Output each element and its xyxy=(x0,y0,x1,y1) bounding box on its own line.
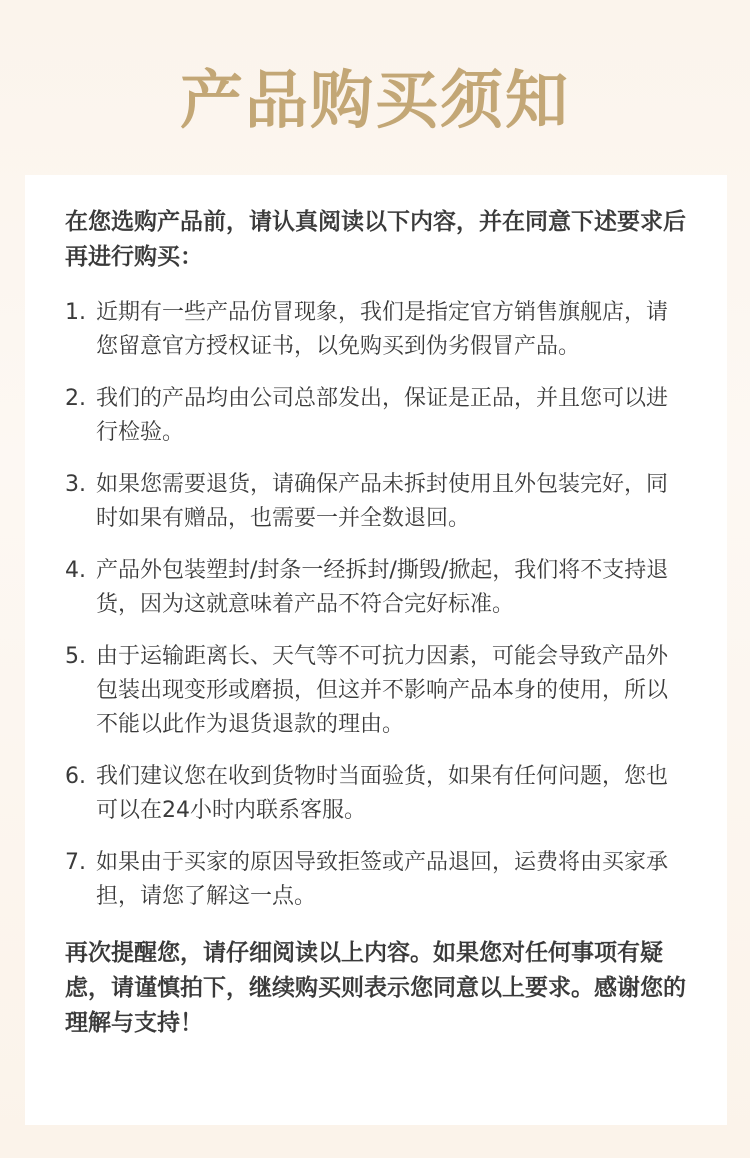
list-item-3 xyxy=(65,468,689,536)
list-item-text: 我们建议您在收到货物时当面验货，如果有任何问题，您也可以在24小时内联系客服。 xyxy=(96,764,669,823)
list-item-text: 我们的产品均由公司总部发出，保证是正品，并且您可以进行检验。 xyxy=(96,386,669,445)
list-item-number: 3. xyxy=(65,472,86,497)
page-title: 产品购买须知 xyxy=(180,64,570,137)
intro-text: 在您选购产品前，请认真阅读以下内容，并在同意下述要求后再进行购买： xyxy=(65,209,686,270)
notice-card xyxy=(25,175,727,1125)
list-item-number: 2. xyxy=(65,386,86,411)
list-item-7 xyxy=(65,846,689,914)
list-item-text: 如果由于买家的原因导致拒签或产品退回，运费将由买家承担，请您了解这一点。 xyxy=(96,850,669,909)
list-item-text: 由于运输距离长、天气等不可抗力因素，可能会导致产品外包装出现变形或磨损，但这并不影响产品本身的使用，所以不能以此作为退货退款的理由。 xyxy=(96,644,669,737)
list-item-1 xyxy=(65,296,689,364)
list-item-text: 近期有一些产品仿冒现象，我们是指定官方销售旗舰店，请您留意官方授权证书，以免购买到伪劣假冒产品。 xyxy=(96,300,669,359)
list-item-6 xyxy=(65,760,689,828)
list-item-number: 7. xyxy=(65,850,86,875)
list-item-2 xyxy=(65,382,689,450)
list-item-text: 产品外包装塑封/封条一经拆封/撕毁/掀起，我们将不支持退货，因为这就意味着产品不符合完好标准。 xyxy=(96,558,669,617)
list-item-number: 5. xyxy=(65,644,86,669)
list-item-number: 6. xyxy=(65,764,86,789)
list-item-number: 4. xyxy=(65,558,86,583)
list-item-5 xyxy=(65,640,689,742)
list-item-4 xyxy=(65,554,689,622)
list-item-number: 1. xyxy=(65,300,86,325)
closing-text: 再次提醒您，请仔细阅读以上内容。如果您对任何事项有疑虑，请谨慎拍下，继续购买则表示您同意以上要求。感谢您的理解与支持！ xyxy=(65,940,686,1036)
list-item-text: 如果您需要退货，请确保产品未拆封使用且外包装完好，同时如果有赠品，也需要一并全数退回。 xyxy=(96,472,669,531)
